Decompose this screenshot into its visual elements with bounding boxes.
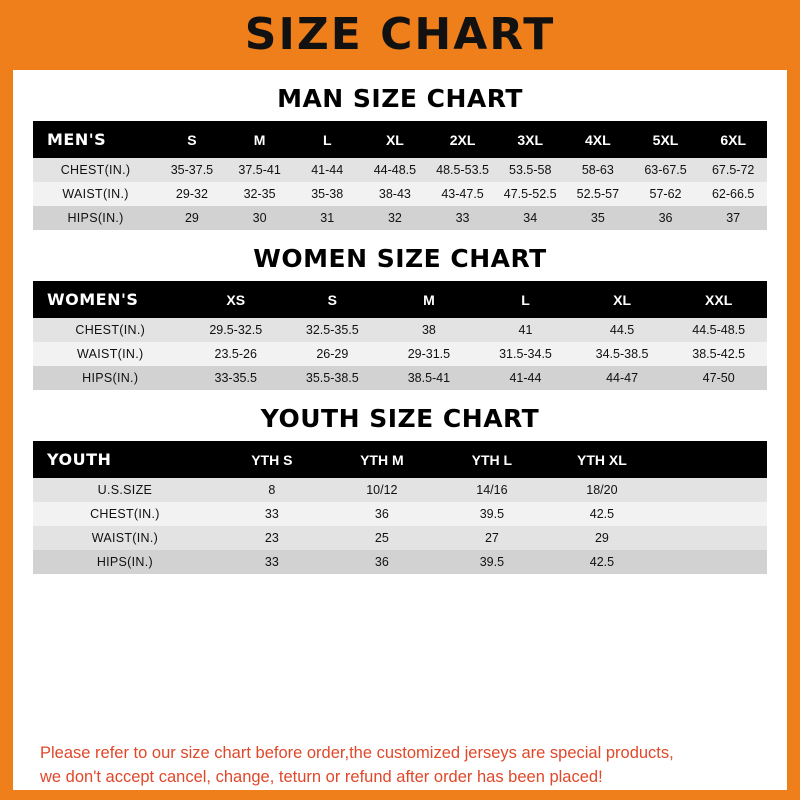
men-row-label-chest: CHEST(IN.)	[33, 158, 158, 182]
youth-ussize-m: 10/12	[327, 478, 437, 502]
women-chest-xxl: 44.5-48.5	[670, 318, 767, 342]
table-row	[33, 478, 767, 502]
men-hips-m: 30	[226, 206, 294, 230]
men-col-s: S	[158, 121, 226, 158]
youth-chest-xl: 42.5	[547, 502, 657, 526]
table-row	[33, 502, 767, 526]
women-row-label-waist: WAIST(IN.)	[33, 342, 187, 366]
women-waist-l: 31.5-34.5	[477, 342, 574, 366]
men-hips-s: 29	[158, 206, 226, 230]
footer-note-line2: we don't accept cancel, change, teturn or refund after order has been placed!	[40, 768, 603, 787]
table-row	[33, 366, 767, 390]
men-waist-2xl: 43-47.5	[429, 182, 497, 206]
men-chest-6xl: 67.5-72	[699, 158, 767, 182]
women-chest-xl: 44.5	[574, 318, 671, 342]
men-waist-6xl: 62-66.5	[699, 182, 767, 206]
men-waist-l: 35-38	[293, 182, 361, 206]
section-title-youth: YOUTH SIZE CHART	[260, 404, 540, 433]
men-hips-2xl: 33	[429, 206, 497, 230]
women-chest-s: 32.5-35.5	[284, 318, 381, 342]
women-waist-xs: 23.5-26	[187, 342, 284, 366]
youth-ussize-l: 14/16	[437, 478, 547, 502]
youth-ussize-s: 8	[217, 478, 327, 502]
women-row-label-chest: CHEST(IN.)	[33, 318, 187, 342]
women-size-table	[33, 281, 767, 390]
men-chest-s: 35-37.5	[158, 158, 226, 182]
table-row	[33, 206, 767, 230]
banner	[13, 0, 787, 70]
youth-hips-xl: 42.5	[547, 550, 657, 574]
table-header-row	[33, 281, 767, 318]
men-col-xl: XL	[361, 121, 429, 158]
men-col-6xl: 6XL	[699, 121, 767, 158]
men-chest-5xl: 63-67.5	[632, 158, 700, 182]
table-row	[33, 550, 767, 574]
men-col-4xl: 4XL	[564, 121, 632, 158]
youth-ussize-empty	[657, 478, 767, 502]
men-waist-4xl: 52.5-57	[564, 182, 632, 206]
section-title-men: MAN SIZE CHART	[277, 84, 523, 113]
men-hips-l: 31	[293, 206, 361, 230]
table-row	[33, 342, 767, 366]
women-hips-xl: 44-47	[574, 366, 671, 390]
women-hips-m: 38.5-41	[381, 366, 478, 390]
women-col-s: S	[284, 281, 381, 318]
charts-content	[13, 84, 787, 574]
men-chest-2xl: 48.5-53.5	[429, 158, 497, 182]
women-chest-m: 38	[381, 318, 478, 342]
youth-waist-xl: 29	[547, 526, 657, 550]
men-waist-m: 32-35	[226, 182, 294, 206]
youth-corner-label: YOUTH	[33, 441, 217, 478]
men-col-m: M	[226, 121, 294, 158]
youth-chest-s: 33	[217, 502, 327, 526]
youth-col-empty	[657, 441, 767, 478]
women-col-xxl: XXL	[670, 281, 767, 318]
men-waist-s: 29-32	[158, 182, 226, 206]
table-header-row	[33, 121, 767, 158]
men-hips-xl: 32	[361, 206, 429, 230]
youth-row-label-hips: HIPS(IN.)	[33, 550, 217, 574]
men-waist-xl: 38-43	[361, 182, 429, 206]
men-col-3xl: 3XL	[496, 121, 564, 158]
men-hips-5xl: 36	[632, 206, 700, 230]
youth-waist-s: 23	[217, 526, 327, 550]
women-waist-s: 26-29	[284, 342, 381, 366]
men-waist-3xl: 47.5-52.5	[496, 182, 564, 206]
women-col-xs: XS	[187, 281, 284, 318]
youth-col-m: YTH M	[327, 441, 437, 478]
youth-row-label-ussize: U.S.SIZE	[33, 478, 217, 502]
youth-chest-empty	[657, 502, 767, 526]
men-corner-label: MEN'S	[33, 121, 158, 158]
women-corner-label: WOMEN'S	[33, 281, 187, 318]
women-col-l: L	[477, 281, 574, 318]
men-chest-4xl: 58-63	[564, 158, 632, 182]
table-header-row	[33, 441, 767, 478]
women-col-xl: XL	[574, 281, 671, 318]
men-waist-5xl: 57-62	[632, 182, 700, 206]
women-hips-l: 41-44	[477, 366, 574, 390]
women-row-label-hips: HIPS(IN.)	[33, 366, 187, 390]
women-chest-l: 41	[477, 318, 574, 342]
youth-chest-l: 39.5	[437, 502, 547, 526]
men-chest-xl: 44-48.5	[361, 158, 429, 182]
men-chest-l: 41-44	[293, 158, 361, 182]
youth-row-label-waist: WAIST(IN.)	[33, 526, 217, 550]
men-chest-m: 37.5-41	[226, 158, 294, 182]
youth-col-xl: YTH XL	[547, 441, 657, 478]
table-row	[33, 182, 767, 206]
bottom-accent-strip	[13, 790, 787, 800]
youth-hips-empty	[657, 550, 767, 574]
footer-note	[26, 741, 774, 791]
men-hips-4xl: 35	[564, 206, 632, 230]
youth-row-label-chest: CHEST(IN.)	[33, 502, 217, 526]
women-chest-xs: 29.5-32.5	[187, 318, 284, 342]
men-hips-6xl: 37	[699, 206, 767, 230]
youth-hips-s: 33	[217, 550, 327, 574]
youth-ussize-xl: 18/20	[547, 478, 657, 502]
youth-waist-empty	[657, 526, 767, 550]
women-col-m: M	[381, 281, 478, 318]
table-row	[33, 158, 767, 182]
youth-hips-l: 39.5	[437, 550, 547, 574]
table-row	[33, 526, 767, 550]
women-hips-xs: 33-35.5	[187, 366, 284, 390]
women-waist-xxl: 38.5-42.5	[670, 342, 767, 366]
youth-size-table	[33, 441, 767, 574]
men-col-l: L	[293, 121, 361, 158]
men-row-label-hips: HIPS(IN.)	[33, 206, 158, 230]
women-hips-s: 35.5-38.5	[284, 366, 381, 390]
women-hips-xxl: 47-50	[670, 366, 767, 390]
youth-chest-m: 36	[327, 502, 437, 526]
men-chest-3xl: 53.5-58	[496, 158, 564, 182]
youth-waist-m: 25	[327, 526, 437, 550]
youth-col-s: YTH S	[217, 441, 327, 478]
footer-note-line1: Please refer to our size chart before order,the customized jerseys are special products,	[40, 743, 674, 762]
section-title-women: WOMEN SIZE CHART	[253, 244, 547, 273]
men-size-table	[33, 121, 767, 230]
men-col-2xl: 2XL	[429, 121, 497, 158]
women-waist-xl: 34.5-38.5	[574, 342, 671, 366]
table-row	[33, 318, 767, 342]
youth-waist-l: 27	[437, 526, 547, 550]
men-hips-3xl: 34	[496, 206, 564, 230]
women-waist-m: 29-31.5	[381, 342, 478, 366]
youth-hips-m: 36	[327, 550, 437, 574]
youth-col-l: YTH L	[437, 441, 547, 478]
men-row-label-waist: WAIST(IN.)	[33, 182, 158, 206]
men-col-5xl: 5XL	[632, 121, 700, 158]
page-title: SIZE CHART	[244, 9, 556, 60]
